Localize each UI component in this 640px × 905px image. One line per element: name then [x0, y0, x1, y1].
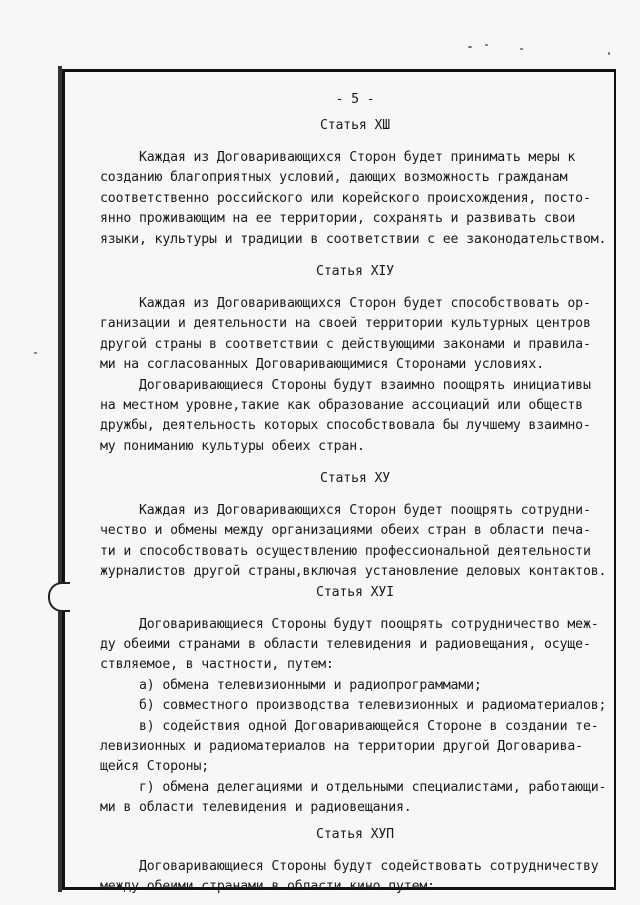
text-line: г) обмена делегациями и отдельными специалистами, работающи-	[100, 779, 607, 795]
text-line: языки, культуры и традиции в соответствии с ее законодательством.	[100, 231, 607, 247]
text-line: Договаривающиеся Стороны будут взаимно поощрять инициативы	[100, 377, 591, 393]
text-line: б) совместного производства телевизионных и радиоматериалов;	[100, 698, 607, 714]
text-line: янно проживающим на ее территории, сохранять и развивать свои	[100, 211, 576, 227]
text-line: ми в области телевидения и радиовещания.	[100, 800, 412, 816]
text-line: созданию благоприятных условий, дающих возможность гражданам	[100, 170, 568, 186]
article-14	[100, 262, 610, 457]
document-body	[100, 90, 610, 897]
article-15	[100, 469, 610, 583]
text-line: на местном уровне,такие как образование ассоциаций или обществ	[100, 397, 583, 413]
text-line: ми на согласованных Договаривающимися Сторонами условиях.	[100, 357, 545, 373]
text-line: Каждая из Договаривающихся Сторон будет принимать меры к	[100, 150, 576, 165]
text-line: Каждая из Договаривающихся Сторон будет поощрять сотрудни-	[100, 503, 591, 519]
article-16	[100, 583, 610, 819]
text-line: чество и обмены между организациями обеих стран в области печа-	[100, 523, 591, 539]
text-line: ду обеими странами в области телевидения и радиовещания, осуще-	[100, 637, 591, 653]
text-line: ганизации и деятельности на своей территории культурных центров	[100, 316, 591, 332]
text-line: ствляемое, в частности, путем:	[100, 657, 334, 673]
text-line: му пониманию культуры обеих стран.	[100, 438, 365, 454]
text-line: щейся Стороны;	[100, 759, 210, 775]
text-line: журналистов другой страны,включая установление деловых контактов.	[100, 564, 607, 580]
text-line: Договаривающиеся Стороны будут содействовать сотрудничеству	[100, 858, 599, 874]
text-line: Каждая из Договаривающихся Сторон будет способствовать ор-	[100, 295, 591, 311]
article-heading: Статья ХУI	[316, 584, 394, 600]
scan-speck	[520, 48, 523, 50]
text-line: а) обмена телевизионными и радиопрограммами;	[100, 677, 482, 693]
text-line: Договаривающиеся Стороны будут поощрять сотрудничество меж-	[100, 616, 599, 632]
article-17	[100, 825, 610, 898]
article-heading: Статья ХУП	[316, 826, 394, 842]
text-line: соответственно российского или корейского происхождения, посто-	[100, 190, 591, 206]
text-line: другой страны в соответствии с действующими законами и правила-	[100, 336, 591, 352]
scan-speck	[485, 44, 488, 46]
text-line: между обеими странами в области кино путем:	[100, 878, 435, 894]
text-line: левизионных и радиоматериалов на территории другой Договарива-	[100, 738, 583, 754]
page-number: - 5 -	[335, 92, 375, 107]
text-line: ти и способствовать осуществлению профессиональной деятельности	[100, 543, 591, 559]
scan-speck	[34, 352, 37, 354]
article-heading: Статья ХУ	[319, 471, 391, 487]
article-heading: Статья ХШ	[319, 118, 391, 133]
text-line: дружбы, деятельность которых способствовала бы лучшему взаимно-	[100, 418, 591, 434]
scan-speck	[608, 52, 610, 55]
text-line: в) содействия одной Договаривающейся Стороне в создании те-	[100, 718, 599, 734]
scan-speck	[468, 46, 472, 48]
article-13	[100, 116, 610, 250]
binder-hole	[48, 582, 70, 612]
article-heading: Статья ХIУ	[316, 263, 394, 279]
